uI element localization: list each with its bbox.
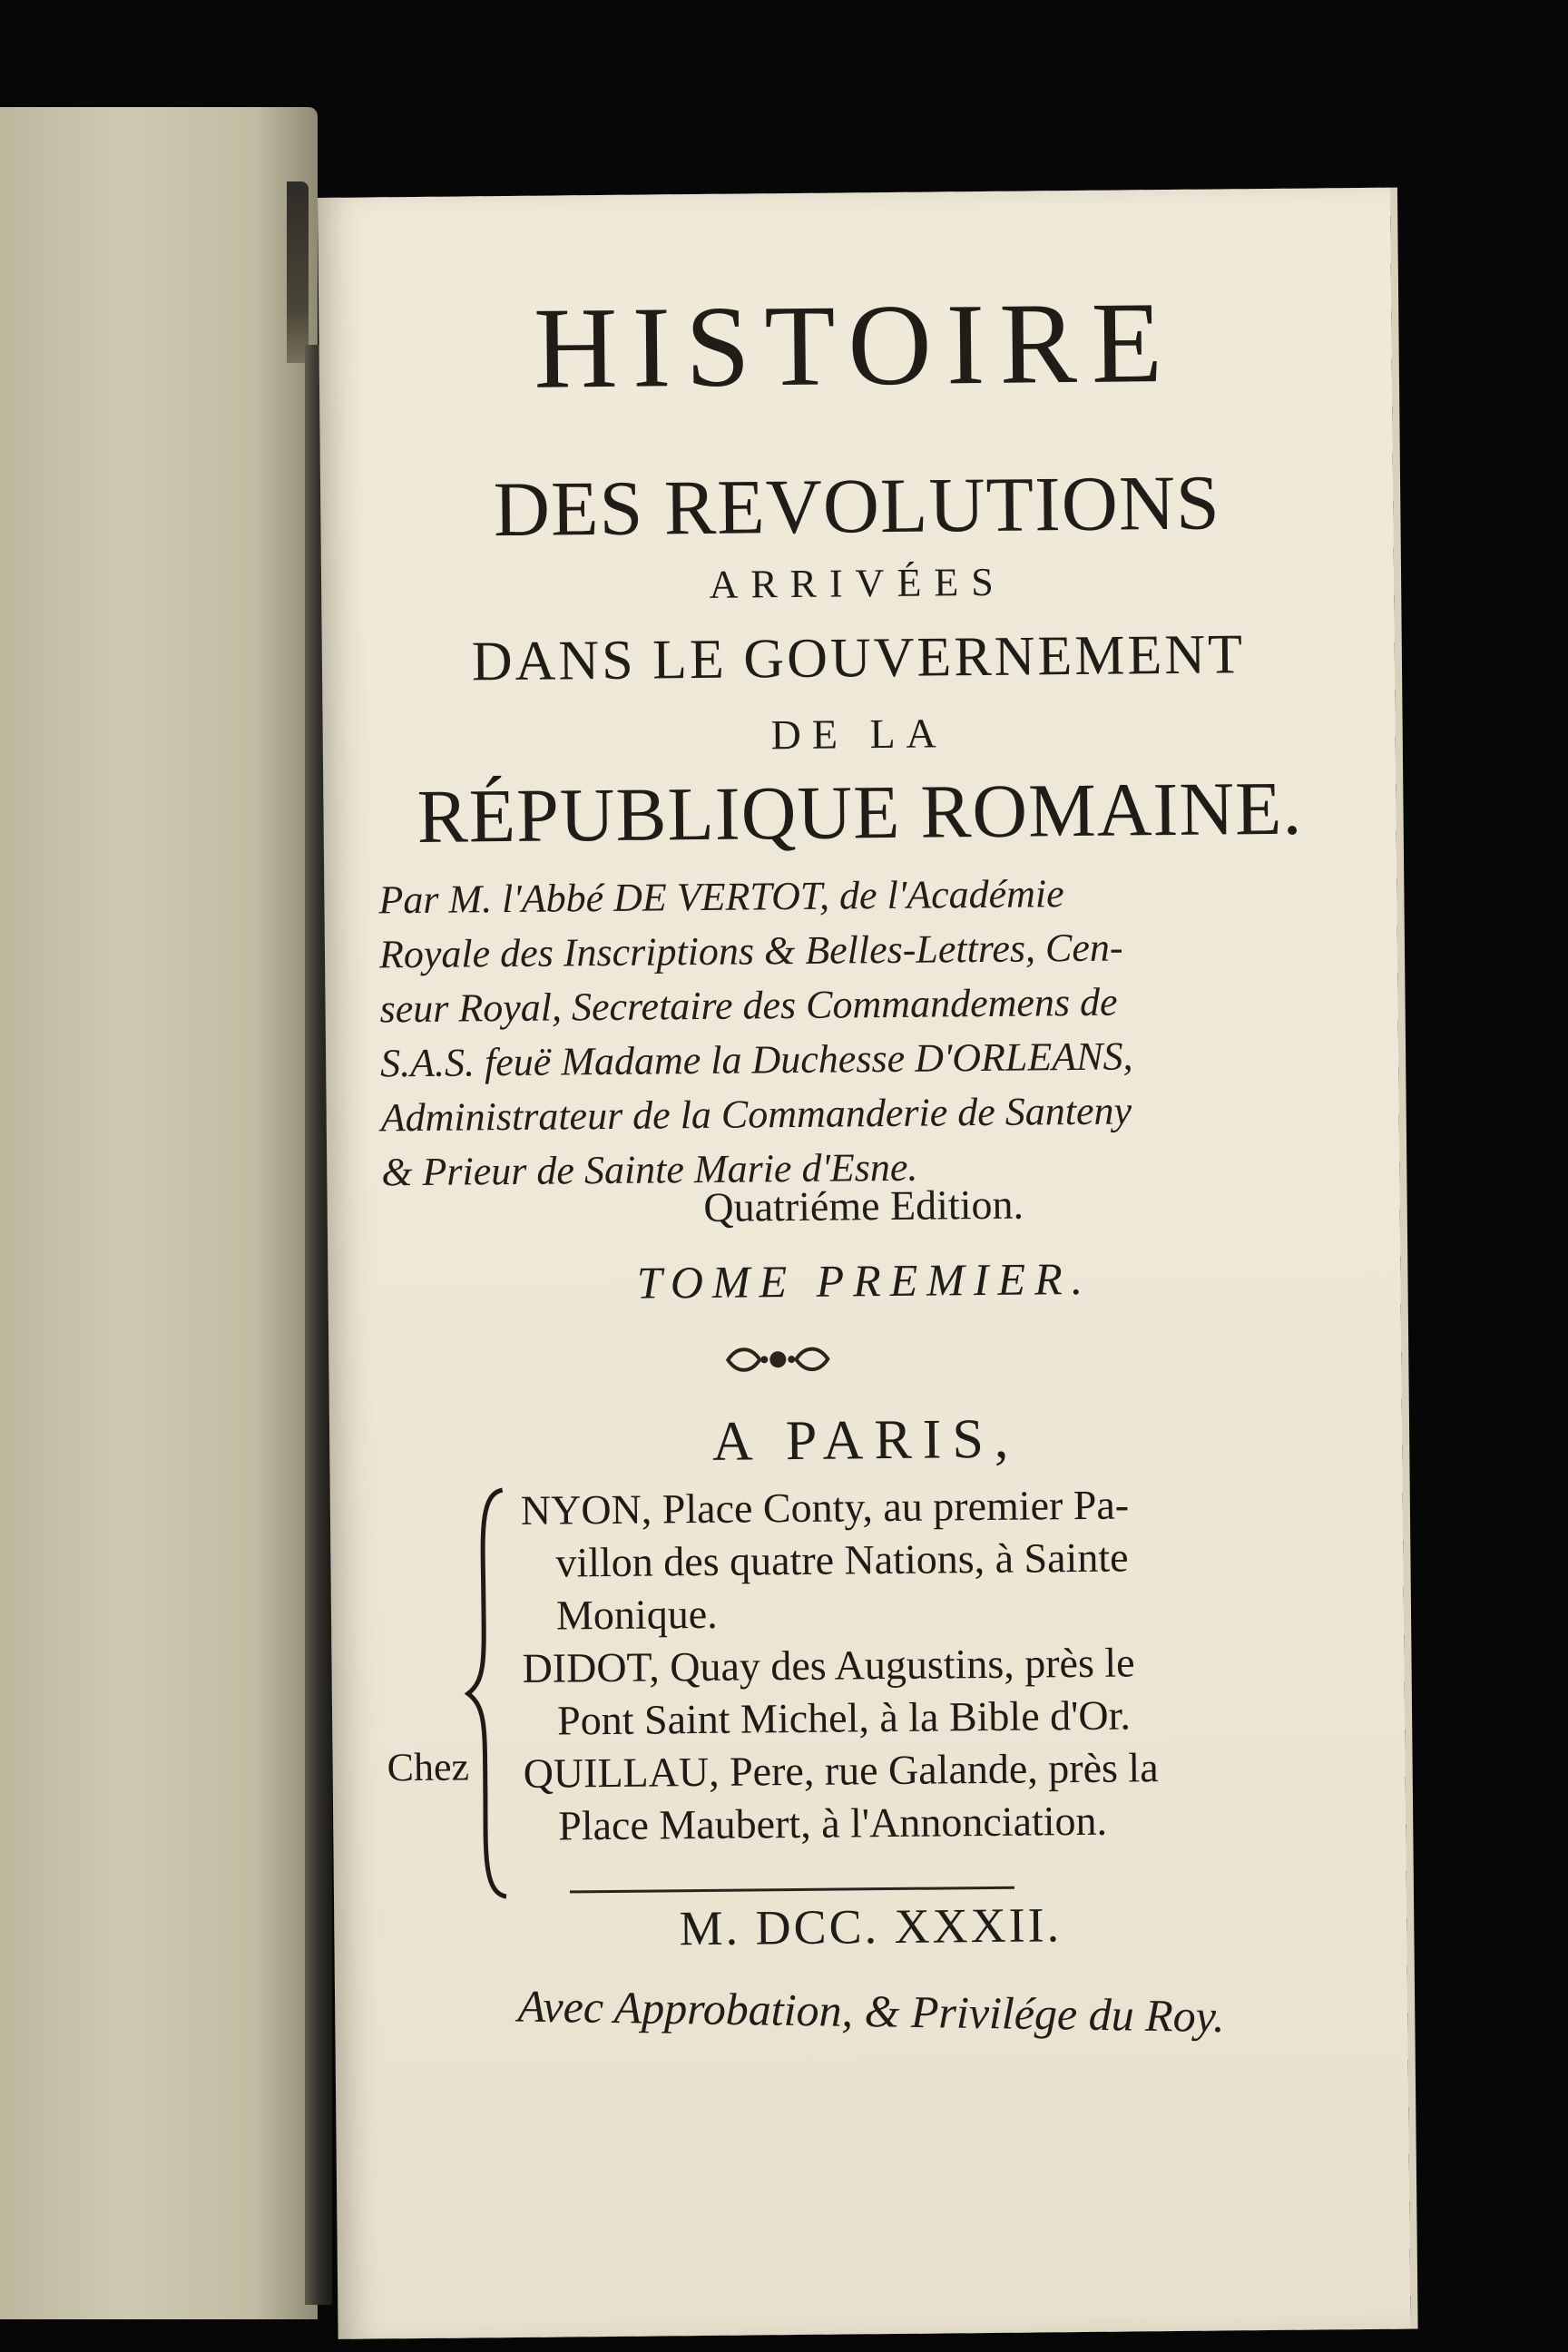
book-title: HISTOIRE <box>533 277 1178 413</box>
blank-left-page <box>0 107 318 2319</box>
author-line: Par M. l'Abbé DE VERTOT, de l'Académie <box>378 871 1064 923</box>
curly-brace-icon <box>459 1485 517 1903</box>
imprint-lines <box>521 1476 1368 1853</box>
title-page <box>318 188 1411 2339</box>
subtitle-line-4: DE LA <box>770 710 948 759</box>
subtitle-line-3: DANS LE GOUVERNEMENT <box>471 623 1246 693</box>
volume-line: TOME PREMIER. <box>636 1252 1093 1308</box>
imprint-line: Monique. <box>555 1590 718 1639</box>
imprint-line: QUILLAU, Pere, rue Galande, près la <box>523 1744 1159 1797</box>
author-line: seur Royal, Secretaire des Commandemens de <box>379 979 1118 1032</box>
imprint-line: NYON, Place Conty, au premier Pa- <box>520 1481 1130 1534</box>
subtitle-line-5: RÉPUBLIQUE ROMAINE. <box>416 766 1303 859</box>
author-line: Royale des Inscriptions & Belles-Lettres, Cen- <box>378 925 1123 977</box>
printer-ornament-icon <box>719 1341 837 1378</box>
book-binding <box>287 181 309 363</box>
imprint-line: villon des quatre Nations, à Sainte <box>555 1534 1129 1586</box>
subtitle-line-1: DES REVOLUTIONS <box>493 458 1221 554</box>
imprint-chez: Chez <box>387 1744 470 1790</box>
imprint-line: DIDOT, Quay des Augustins, près le <box>522 1639 1135 1691</box>
edition-line: Quatriéme Edition. <box>703 1181 1024 1230</box>
approbation-line: Avec Approbation, & Privilége du Roy. <box>517 1980 1226 2043</box>
subtitle-line-2: ARRIVÉES <box>709 559 1006 607</box>
author-line: S.A.S. feuë Madame la Duchesse D'ORLEANS, <box>379 1034 1133 1086</box>
author-block <box>378 864 1361 1200</box>
publication-date: M. DCC. XXXII. <box>679 1897 1063 1956</box>
imprint-place: A PARIS, <box>711 1407 1020 1473</box>
author-line: Administrateur de la Commanderie de Santeny <box>380 1088 1132 1141</box>
imprint-line: Place Maubert, à l'Annonciation. <box>557 1797 1108 1849</box>
author-line: & Prieur de Sainte Marie d'Esne. <box>381 1144 918 1195</box>
imprint-line: Pont Saint Michel, à la Bible d'Or. <box>556 1691 1132 1744</box>
